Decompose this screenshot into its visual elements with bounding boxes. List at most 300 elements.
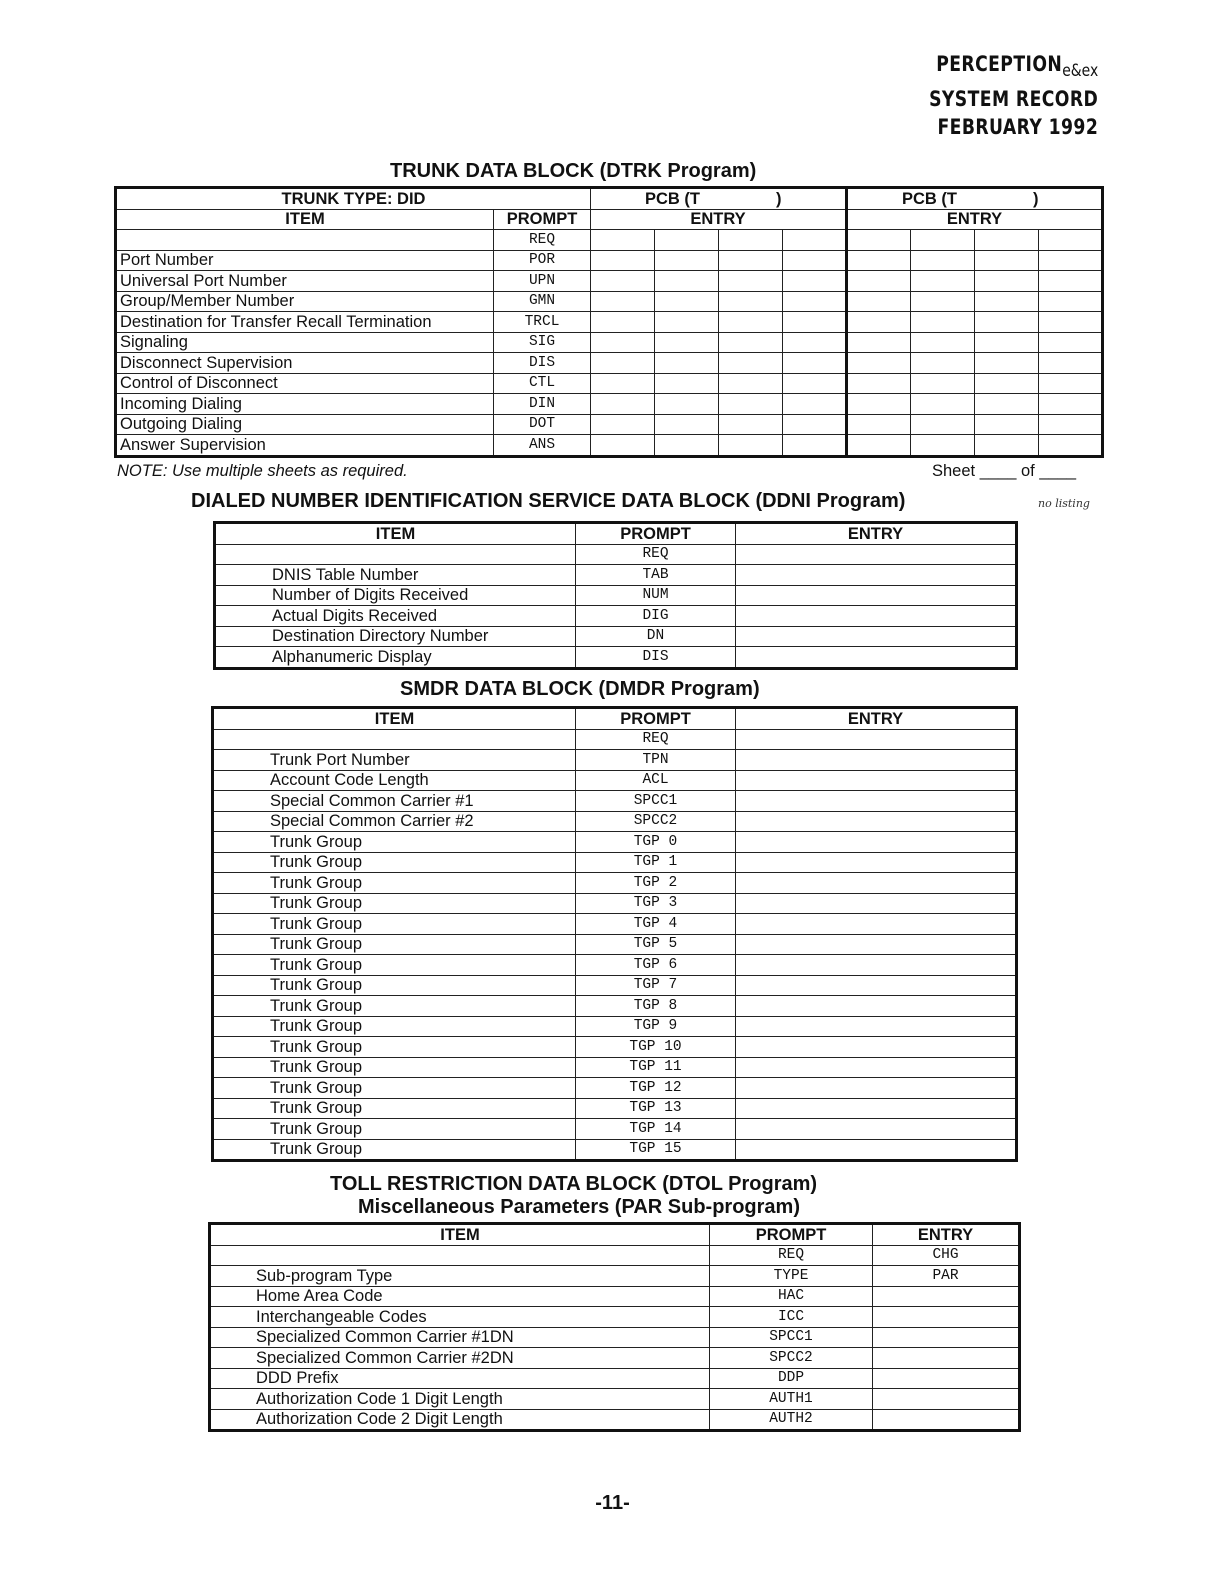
table-row [213, 832, 1017, 853]
item-label: Actual Digits Received [215, 606, 576, 627]
ddni-table [213, 521, 1018, 670]
entry-cell[interactable] [591, 394, 655, 415]
col-item: ITEM [116, 209, 494, 230]
entry-cell[interactable] [873, 1348, 1020, 1369]
entry-cell[interactable] [719, 373, 783, 394]
entry-cell[interactable] [736, 750, 1017, 771]
item-label: Authorization Code 2 Digit Length [210, 1409, 710, 1431]
item-label: Port Number [116, 250, 494, 271]
entry-cell[interactable] [1039, 230, 1103, 251]
entry-cell[interactable] [975, 312, 1039, 333]
entry-cell[interactable] [847, 230, 911, 251]
table-row [213, 770, 1017, 791]
prompt-code: DIS [576, 647, 736, 669]
entry-cell[interactable] [736, 729, 1017, 750]
prompt-code: TGP 13 [576, 1098, 736, 1119]
entry-cell[interactable] [783, 435, 847, 457]
entry-cell[interactable] [1039, 414, 1103, 435]
entry-cell[interactable] [736, 1037, 1017, 1058]
entry-cell[interactable] [719, 394, 783, 415]
entry-cell[interactable] [655, 332, 719, 353]
table-row [213, 1119, 1017, 1140]
item-label [210, 1245, 710, 1266]
prompt-code: GMN [494, 291, 591, 312]
entry-cell[interactable] [719, 312, 783, 333]
entry-cell[interactable] [783, 332, 847, 353]
entry-cell[interactable] [975, 435, 1039, 457]
toll-title: TOLL RESTRICTION DATA BLOCK (DTOL Program) [330, 1173, 818, 1195]
prompt-code: AUTH1 [710, 1389, 873, 1410]
entry-cell[interactable] [655, 373, 719, 394]
entry-cell[interactable] [911, 250, 975, 271]
entry-cell[interactable] [719, 435, 783, 457]
item-label: DDD Prefix [210, 1368, 710, 1389]
header-system-record: SYSTEM RECORD [928, 87, 1098, 111]
entry-cell[interactable] [911, 435, 975, 457]
toll-table [208, 1222, 1021, 1432]
table-row [116, 414, 1103, 435]
entry-cell[interactable] [719, 250, 783, 271]
table-row [213, 791, 1017, 812]
prompt-code: TGP 2 [576, 873, 736, 894]
entry-cell[interactable] [736, 791, 1017, 812]
entry-cell[interactable] [975, 414, 1039, 435]
header-product-name: PERCEPTION [935, 52, 1062, 76]
item-label [215, 544, 576, 565]
entry-cell[interactable] [975, 353, 1039, 374]
table-row [213, 1037, 1017, 1058]
table-row [116, 435, 1103, 457]
table-row [116, 250, 1103, 271]
smdr-title: SMDR DATA BLOCK (DMDR Program) [400, 678, 760, 700]
table-row [213, 914, 1017, 935]
item-label: Trunk Group [213, 1078, 576, 1099]
prompt-code: TGP 0 [576, 832, 736, 853]
ddni-title: DIALED NUMBER IDENTIFICATION SERVICE DATA BLOCK (DDNI Program) [191, 490, 906, 512]
entry-cell[interactable] [736, 811, 1017, 832]
pcb2-paren: ) [1033, 189, 1039, 208]
entry-cell[interactable] [736, 1119, 1017, 1140]
trunk-type-header: TRUNK TYPE: DID [116, 188, 591, 210]
prompt-code: TGP 4 [576, 914, 736, 935]
item-label: Signaling [116, 332, 494, 353]
col-prompt: PROMPT [494, 209, 591, 230]
entry-cell[interactable] [847, 332, 911, 353]
entry-cell[interactable] [1039, 271, 1103, 292]
entry-cell[interactable] [783, 312, 847, 333]
item-label: Outgoing Dialing [116, 414, 494, 435]
entry-cell[interactable] [873, 1286, 1020, 1307]
table-row [116, 312, 1103, 333]
toll-subtitle: Miscellaneous Parameters (PAR Sub-program) [358, 1196, 800, 1218]
item-label: Control of Disconnect [116, 373, 494, 394]
entry-cell[interactable] [736, 832, 1017, 853]
prompt-code: SPCC2 [576, 811, 736, 832]
document-header [929, 50, 1098, 141]
entry-cell[interactable] [783, 230, 847, 251]
prompt-code: TGP 7 [576, 975, 736, 996]
entry-cell[interactable] [719, 414, 783, 435]
item-label: Trunk Port Number [213, 750, 576, 771]
table-row [213, 1057, 1017, 1078]
smdr-table [211, 706, 1018, 1162]
item-label: Trunk Group [213, 1037, 576, 1058]
entry-cell[interactable] [873, 1409, 1020, 1431]
item-label: Trunk Group [213, 996, 576, 1017]
table-row [213, 934, 1017, 955]
item-label: Account Code Length [213, 770, 576, 791]
entry-cell[interactable] [736, 565, 1017, 586]
prompt-code: HAC [710, 1286, 873, 1307]
prompt-code: TGP 10 [576, 1037, 736, 1058]
table-row [116, 394, 1103, 415]
item-label: Trunk Group [213, 1057, 576, 1078]
entry-cell[interactable] [736, 975, 1017, 996]
item-label: Authorization Code 1 Digit Length [210, 1389, 710, 1410]
table-row [215, 585, 1017, 606]
entry-cell[interactable] [975, 230, 1039, 251]
item-label: Group/Member Number [116, 291, 494, 312]
entry-cell[interactable] [655, 230, 719, 251]
entry-cell[interactable] [736, 955, 1017, 976]
prompt-code: SPCC1 [576, 791, 736, 812]
entry-cell[interactable] [736, 647, 1017, 669]
entry-cell[interactable] [847, 353, 911, 374]
entry-cell[interactable]: PAR [873, 1266, 1020, 1287]
entry-cell[interactable] [736, 873, 1017, 894]
item-label: Specialized Common Carrier #2DN [210, 1348, 710, 1369]
entry-cell[interactable] [975, 250, 1039, 271]
table-row [215, 647, 1017, 669]
entry-cell[interactable] [783, 394, 847, 415]
pcb1-header [591, 188, 847, 210]
entry-cell[interactable] [736, 1057, 1017, 1078]
entry-cell[interactable] [736, 585, 1017, 606]
pcb1-label: PCB (T [645, 189, 701, 208]
entry-cell[interactable] [736, 606, 1017, 627]
entry-cell[interactable] [975, 271, 1039, 292]
entry-cell[interactable] [655, 353, 719, 374]
item-label: Home Area Code [210, 1286, 710, 1307]
entry-cell[interactable] [591, 353, 655, 374]
prompt-code: AUTH2 [710, 1409, 873, 1431]
prompt-code: TGP 1 [576, 852, 736, 873]
entry-cell[interactable] [975, 332, 1039, 353]
entry-cell[interactable] [719, 332, 783, 353]
prompt-code: TPN [576, 750, 736, 771]
item-label: Interchangeable Codes [210, 1307, 710, 1328]
table-row [213, 811, 1017, 832]
col-prompt: PROMPT [576, 708, 736, 730]
prompt-code: DIN [494, 394, 591, 415]
item-label: Trunk Group [213, 1016, 576, 1037]
entry-cell[interactable]: CHG [873, 1245, 1020, 1266]
entry-cell[interactable] [736, 852, 1017, 873]
entry-cell[interactable] [911, 230, 975, 251]
item-label: Special Common Carrier #2 [213, 811, 576, 832]
col-entry-1: ENTRY [591, 209, 847, 230]
item-label: Specialized Common Carrier #1DN [210, 1327, 710, 1348]
table-row [210, 1389, 1020, 1410]
entry-cell[interactable] [655, 394, 719, 415]
header-product-suffix: e&ex [1061, 61, 1098, 81]
table-row [210, 1409, 1020, 1431]
entry-cell[interactable] [736, 1098, 1017, 1119]
entry-cell[interactable] [911, 394, 975, 415]
table-row [213, 1098, 1017, 1119]
table-row [210, 1348, 1020, 1369]
entry-cell[interactable] [783, 353, 847, 374]
col-item: ITEM [210, 1224, 710, 1246]
prompt-code: ANS [494, 435, 591, 457]
prompt-code: TYPE [710, 1266, 873, 1287]
entry-cell[interactable] [847, 435, 911, 457]
entry-cell[interactable] [847, 394, 911, 415]
entry-cell[interactable] [911, 291, 975, 312]
item-label: Trunk Group [213, 832, 576, 853]
entry-cell[interactable] [911, 271, 975, 292]
sheet-counter: Sheet ____ of ____ [932, 462, 1077, 480]
entry-cell[interactable] [736, 770, 1017, 791]
entry-cell[interactable] [873, 1368, 1020, 1389]
entry-cell[interactable] [591, 414, 655, 435]
prompt-code: DN [576, 626, 736, 647]
table-row [215, 565, 1017, 586]
col-item: ITEM [215, 523, 576, 545]
handwritten-note: no listing [1038, 497, 1090, 510]
table-row [213, 996, 1017, 1017]
entry-cell[interactable] [847, 373, 911, 394]
table-row [213, 1139, 1017, 1161]
entry-cell[interactable] [719, 271, 783, 292]
entry-cell[interactable] [655, 414, 719, 435]
entry-cell[interactable] [847, 312, 911, 333]
prompt-code: REQ [494, 230, 591, 251]
table-row [210, 1245, 1020, 1266]
entry-cell[interactable] [1039, 250, 1103, 271]
col-entry: ENTRY [736, 708, 1017, 730]
item-label: Trunk Group [213, 893, 576, 914]
entry-cell[interactable] [975, 373, 1039, 394]
entry-cell[interactable] [736, 934, 1017, 955]
entry-cell[interactable] [655, 435, 719, 457]
entry-cell[interactable] [655, 312, 719, 333]
col-entry: ENTRY [736, 523, 1017, 545]
table-row [215, 626, 1017, 647]
entry-cell[interactable] [591, 271, 655, 292]
table-row [116, 271, 1103, 292]
prompt-code: POR [494, 250, 591, 271]
header-date: FEBRUARY 1992 [937, 115, 1098, 139]
entry-cell[interactable] [873, 1327, 1020, 1348]
table-row [213, 750, 1017, 771]
entry-cell[interactable] [736, 914, 1017, 935]
prompt-code: TGP 9 [576, 1016, 736, 1037]
item-label: Trunk Group [213, 955, 576, 976]
entry-cell[interactable] [847, 291, 911, 312]
table-row [116, 291, 1103, 312]
entry-cell[interactable] [736, 544, 1017, 565]
entry-cell[interactable] [1039, 373, 1103, 394]
entry-cell[interactable] [783, 291, 847, 312]
col-entry: ENTRY [873, 1224, 1020, 1246]
item-label: Answer Supervision [116, 435, 494, 457]
entry-cell[interactable] [847, 250, 911, 271]
table-row [213, 852, 1017, 873]
table-row [116, 332, 1103, 353]
entry-cell[interactable] [1039, 291, 1103, 312]
item-label: Universal Port Number [116, 271, 494, 292]
table-row [213, 893, 1017, 914]
entry-cell[interactable] [591, 435, 655, 457]
table-row [213, 1016, 1017, 1037]
table-row [215, 606, 1017, 627]
item-label: Trunk Group [213, 975, 576, 996]
entry-cell[interactable] [975, 291, 1039, 312]
entry-cell[interactable] [911, 332, 975, 353]
entry-cell[interactable] [736, 1016, 1017, 1037]
table-row [210, 1307, 1020, 1328]
item-label: Trunk Group [213, 1139, 576, 1161]
item-label: Sub-program Type [210, 1266, 710, 1287]
entry-cell[interactable] [736, 1139, 1017, 1161]
item-label: Special Common Carrier #1 [213, 791, 576, 812]
item-label: Incoming Dialing [116, 394, 494, 415]
entry-cell[interactable] [736, 1078, 1017, 1099]
table-row [210, 1286, 1020, 1307]
entry-cell[interactable] [736, 626, 1017, 647]
table-row [213, 955, 1017, 976]
entry-cell[interactable] [975, 394, 1039, 415]
item-label: Trunk Group [213, 934, 576, 955]
entry-cell[interactable] [783, 250, 847, 271]
entry-cell[interactable] [591, 250, 655, 271]
entry-cell[interactable] [1039, 332, 1103, 353]
entry-cell[interactable] [911, 312, 975, 333]
prompt-code: TGP 12 [576, 1078, 736, 1099]
item-label: Alphanumeric Display [215, 647, 576, 669]
trunk-data-table [114, 186, 1104, 458]
entry-cell[interactable] [873, 1307, 1020, 1328]
entry-cell[interactable] [736, 996, 1017, 1017]
entry-cell[interactable] [1039, 435, 1103, 457]
prompt-code: SPCC1 [710, 1327, 873, 1348]
table-row [215, 544, 1017, 565]
item-label [213, 729, 576, 750]
col-item: ITEM [213, 708, 576, 730]
entry-cell[interactable] [911, 373, 975, 394]
table-row [116, 373, 1103, 394]
entry-cell[interactable] [591, 312, 655, 333]
item-label: Number of Digits Received [215, 585, 576, 606]
item-label: Destination for Transfer Recall Termination [116, 312, 494, 333]
page-number: -11- [595, 1492, 630, 1514]
prompt-code: REQ [576, 729, 736, 750]
entry-cell[interactable] [1039, 312, 1103, 333]
prompt-code: TGP 5 [576, 934, 736, 955]
table-row [116, 353, 1103, 374]
prompt-code: DDP [710, 1368, 873, 1389]
prompt-code: TAB [576, 565, 736, 586]
prompt-code: SIG [494, 332, 591, 353]
item-label: Destination Directory Number [215, 626, 576, 647]
entry-cell[interactable] [1039, 353, 1103, 374]
table-row [213, 873, 1017, 894]
entry-cell[interactable] [911, 414, 975, 435]
prompt-code: TGP 6 [576, 955, 736, 976]
entry-cell[interactable] [655, 271, 719, 292]
table-row [213, 975, 1017, 996]
entry-cell[interactable] [591, 332, 655, 353]
table-row [210, 1327, 1020, 1348]
entry-cell[interactable] [591, 291, 655, 312]
entry-cell[interactable] [783, 414, 847, 435]
table-row [210, 1368, 1020, 1389]
entry-cell[interactable] [873, 1389, 1020, 1410]
pcb2-label: PCB (T [902, 189, 958, 208]
col-prompt: PROMPT [710, 1224, 873, 1246]
col-entry-2: ENTRY [847, 209, 1103, 230]
entry-cell[interactable] [719, 230, 783, 251]
entry-cell[interactable] [783, 373, 847, 394]
prompt-code: TGP 11 [576, 1057, 736, 1078]
entry-cell[interactable] [591, 230, 655, 251]
entry-cell[interactable] [719, 353, 783, 374]
prompt-code: NUM [576, 585, 736, 606]
entry-cell[interactable] [655, 250, 719, 271]
trunk-title: TRUNK DATA BLOCK (DTRK Program) [390, 160, 757, 182]
pcb1-paren: ) [776, 189, 782, 208]
prompt-code: TGP 15 [576, 1139, 736, 1161]
item-label: Trunk Group [213, 1098, 576, 1119]
prompt-code: ICC [710, 1307, 873, 1328]
entry-cell[interactable] [591, 373, 655, 394]
entry-cell[interactable] [719, 291, 783, 312]
table-row [213, 1078, 1017, 1099]
entry-cell[interactable] [847, 414, 911, 435]
table-row [210, 1266, 1020, 1287]
prompt-code: TRCL [494, 312, 591, 333]
item-label: Trunk Group [213, 914, 576, 935]
prompt-code: CTL [494, 373, 591, 394]
item-label: Disconnect Supervision [116, 353, 494, 374]
entry-cell[interactable] [736, 893, 1017, 914]
item-label: DNIS Table Number [215, 565, 576, 586]
entry-cell[interactable] [1039, 394, 1103, 415]
prompt-code: DIS [494, 353, 591, 374]
entry-cell[interactable] [911, 353, 975, 374]
header-product [929, 50, 1098, 85]
prompt-code: ACL [576, 770, 736, 791]
prompt-code: DOT [494, 414, 591, 435]
prompt-code: REQ [710, 1245, 873, 1266]
item-label: Trunk Group [213, 852, 576, 873]
sheets-note: NOTE: Use multiple sheets as required. [117, 462, 408, 480]
table-row [116, 230, 1103, 251]
entry-cell[interactable] [783, 271, 847, 292]
col-prompt: PROMPT [576, 523, 736, 545]
entry-cell[interactable] [655, 291, 719, 312]
prompt-code: TGP 3 [576, 893, 736, 914]
prompt-code: DIG [576, 606, 736, 627]
entry-cell[interactable] [847, 271, 911, 292]
prompt-code: SPCC2 [710, 1348, 873, 1369]
prompt-code: UPN [494, 271, 591, 292]
pcb2-header [847, 188, 1103, 210]
item-label: Trunk Group [213, 873, 576, 894]
prompt-code: REQ [576, 544, 736, 565]
prompt-code: TGP 8 [576, 996, 736, 1017]
